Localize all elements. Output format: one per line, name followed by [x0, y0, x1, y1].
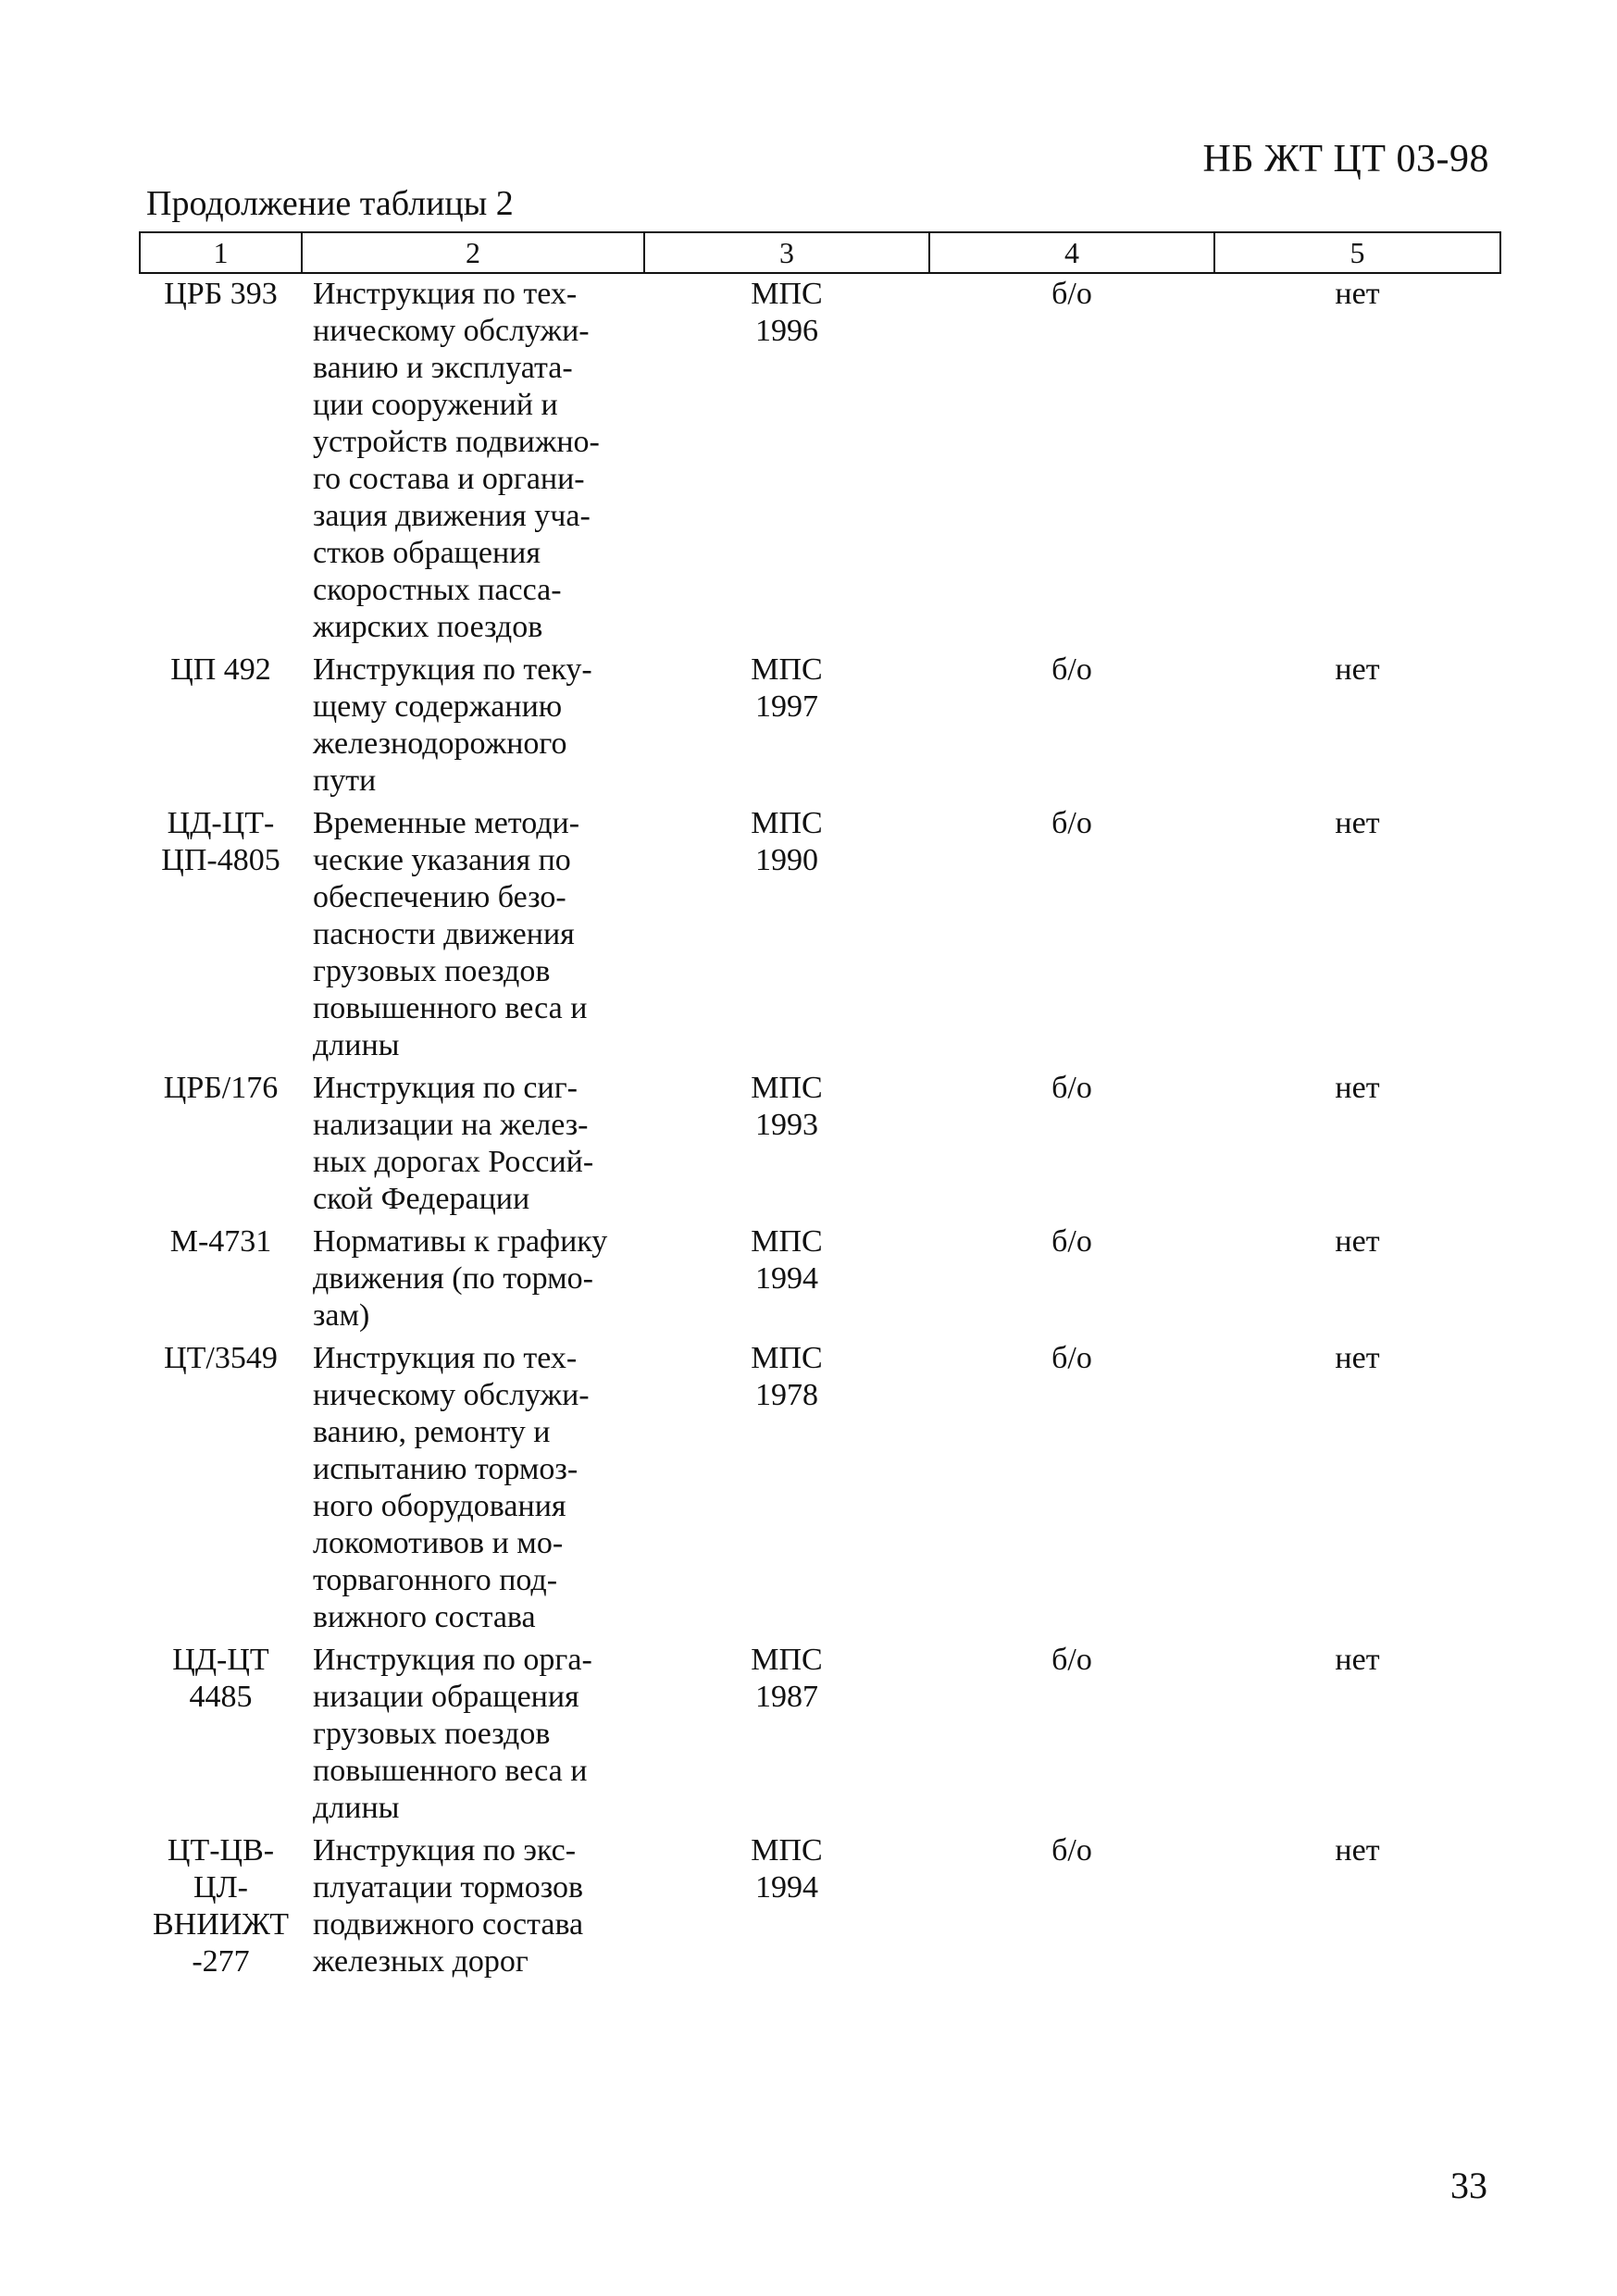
relevance-cell [1214, 1222, 1500, 1338]
document-code-cell [140, 1338, 302, 1640]
relevance-cell [1214, 1338, 1500, 1640]
approved-by-cell-line: 1990 [755, 843, 818, 877]
approved-by-cell [644, 803, 929, 1068]
relevance-cell [1214, 273, 1500, 650]
document-title-cell-line: повышенного веса и [313, 1754, 588, 1788]
document-title-cell-line: железных дорог [313, 1944, 529, 1979]
validity-cell-line: б/о [1051, 1833, 1092, 1868]
document-title-cell-line: Инструкция по орга- [313, 1643, 592, 1677]
approved-by-cell-line: 1997 [755, 689, 818, 724]
document-title-cell-line: плуатации тормозов [313, 1870, 584, 1905]
document-title-cell-line: ции сооружений и [313, 388, 558, 422]
relevance-cell [1214, 803, 1500, 1068]
document-title-cell-line: скоростных пасса- [313, 573, 562, 607]
approved-by-cell [644, 273, 929, 650]
approved-by-cell [644, 1831, 929, 1984]
validity-cell [929, 273, 1214, 650]
document-title-cell-line: Инструкция по экс- [313, 1833, 577, 1868]
approved-by-cell-line: 1978 [755, 1378, 818, 1412]
document-title-cell [302, 1831, 644, 1984]
document-title-cell-line: устройств подвижно- [313, 425, 600, 459]
document-title-cell-line: ванию и эксплуата- [313, 351, 573, 385]
validity-cell-line: б/о [1051, 1341, 1092, 1375]
document-title-cell-line: нализации на желез- [313, 1108, 589, 1142]
approved-by-cell-line: МПС [751, 1071, 823, 1105]
document-title-cell-line: вижного состава [313, 1600, 536, 1634]
validity-cell [929, 1222, 1214, 1338]
document-title-cell-line: длины [313, 1028, 400, 1062]
document-title-cell-line: ническому обслужи- [313, 314, 590, 348]
document-code-cell-line: ЦРБ 393 [164, 277, 278, 311]
document-title-cell-line: Нормативы к графику [313, 1224, 608, 1259]
approved-by-cell-line: 1994 [755, 1261, 818, 1296]
document-title-cell-line: стков обращения [313, 536, 541, 570]
approved-by-cell-line: МПС [751, 1341, 823, 1375]
approved-by-cell [644, 1338, 929, 1640]
document-title-cell-line: щему содержанию [313, 689, 563, 724]
approved-by-cell-line: МПС [751, 806, 823, 840]
relevance-cell-line: нет [1335, 806, 1380, 840]
table-row [140, 1338, 1500, 1640]
validity-cell [929, 1338, 1214, 1640]
document-code-cell [140, 1222, 302, 1338]
approved-by-cell-line: МПС [751, 652, 823, 687]
approved-by-cell-line: 1994 [755, 1870, 818, 1905]
document-title-cell-line: железнодорожного [313, 726, 567, 761]
document-title-cell [302, 1640, 644, 1831]
document-title-cell-line: ного оборудования [313, 1489, 566, 1523]
relevance-cell-line: нет [1335, 1224, 1380, 1259]
document-title-cell-line: Временные методи- [313, 806, 580, 840]
approved-by-cell-line: 1993 [755, 1108, 818, 1142]
approved-by-cell-line: МПС [751, 277, 823, 311]
document-title-cell-line: Инструкция по теку- [313, 652, 592, 687]
document-code-cell-line: -277 [192, 1944, 250, 1979]
relevance-cell-line: нет [1335, 652, 1380, 687]
table-row [140, 1222, 1500, 1338]
column-header: 2 [302, 232, 644, 273]
relevance-cell-line: нет [1335, 1071, 1380, 1105]
document-title-cell-line: локомотивов и мо- [313, 1526, 564, 1560]
document-title-cell [302, 1068, 644, 1222]
document-title-cell-line: длины [313, 1791, 400, 1825]
validity-cell-line: б/о [1051, 1071, 1092, 1105]
relevance-cell [1214, 1831, 1500, 1984]
validity-cell [929, 1068, 1214, 1222]
document-title-cell-line: го состава и органи- [313, 462, 585, 496]
document-title-cell-line: торвагонного под- [313, 1563, 558, 1597]
document-code-cell-line: ЦП 492 [170, 652, 271, 687]
validity-cell-line: б/о [1051, 806, 1092, 840]
relevance-cell-line: нет [1335, 277, 1380, 311]
document-code-cell [140, 803, 302, 1068]
document-code-cell [140, 1640, 302, 1831]
document-code-cell [140, 273, 302, 650]
table-row [140, 650, 1500, 803]
document-title-cell [302, 650, 644, 803]
norms-table [139, 231, 1501, 1984]
document-title-cell-line: зация движения уча- [313, 499, 591, 533]
document-title-cell [302, 1222, 644, 1338]
table-caption: Продолжение таблицы 2 [146, 184, 514, 223]
approved-by-cell-line: МПС [751, 1643, 823, 1677]
validity-cell [929, 650, 1214, 803]
approved-by-cell-line: 1987 [755, 1680, 818, 1714]
relevance-cell-line: нет [1335, 1341, 1380, 1375]
document-title-cell-line: испытанию тормоз- [313, 1452, 578, 1486]
relevance-cell [1214, 650, 1500, 803]
document-title-cell-line: жирских поездов [313, 610, 543, 644]
relevance-cell-line: нет [1335, 1643, 1380, 1677]
document-title-cell-line: ской Федерации [313, 1182, 530, 1216]
document-code-cell-line: ЦД-ЦТ [172, 1643, 269, 1677]
column-header: 3 [644, 232, 929, 273]
approved-by-cell [644, 1640, 929, 1831]
validity-cell-line: б/о [1051, 1224, 1092, 1259]
table-row [140, 273, 1500, 650]
document-title-cell [302, 1338, 644, 1640]
column-header: 4 [929, 232, 1214, 273]
validity-cell-line: б/о [1051, 277, 1092, 311]
page-number: 33 [1450, 2165, 1487, 2206]
document-title-cell-line: ванию, ремонту и [313, 1415, 551, 1449]
approved-by-cell [644, 1068, 929, 1222]
document-title-cell-line: грузовых поездов [313, 954, 551, 988]
document-code-cell [140, 1068, 302, 1222]
table-row [140, 1640, 1500, 1831]
table-row [140, 803, 1500, 1068]
approved-by-cell-line: МПС [751, 1224, 823, 1259]
document-code-cell [140, 650, 302, 803]
document-code-cell-line: ЦД-ЦТ- [167, 806, 275, 840]
document-title-cell-line: повышенного веса и [313, 991, 588, 1025]
approved-by-cell [644, 650, 929, 803]
approved-by-cell [644, 1222, 929, 1338]
approved-by-cell-line: МПС [751, 1833, 823, 1868]
document-title-cell-line: Инструкция по сиг- [313, 1071, 578, 1105]
table-row [140, 1831, 1500, 1984]
document-code-cell-line: ЦТ-ЦВ- [167, 1833, 275, 1868]
document-code-cell-line: ВНИИЖТ [153, 1907, 289, 1942]
validity-cell [929, 803, 1214, 1068]
document-title-cell-line: ных дорогах Россий- [313, 1145, 594, 1179]
document-title-cell [302, 803, 644, 1068]
document-title-cell-line: пасности движения [313, 917, 575, 951]
document-code: НБ ЖТ ЦТ 03-98 [1202, 138, 1489, 180]
column-header: 5 [1214, 232, 1500, 273]
validity-cell-line: б/о [1051, 652, 1092, 687]
document-title-cell-line: подвижного состава [313, 1907, 584, 1942]
table-header [140, 232, 1500, 273]
document-title-cell-line: грузовых поездов [313, 1717, 551, 1751]
validity-cell-line: б/о [1051, 1643, 1092, 1677]
validity-cell [929, 1640, 1214, 1831]
approved-by-cell-line: 1996 [755, 314, 818, 348]
document-code-cell-line: М-4731 [169, 1224, 272, 1259]
document-code-cell [140, 1831, 302, 1984]
relevance-cell [1214, 1068, 1500, 1222]
document-code-cell-line: ЦТ/3549 [164, 1341, 278, 1375]
document-title-cell-line: движения (по тормо- [313, 1261, 593, 1296]
document-title-cell-line: ческие указания по [313, 843, 571, 877]
relevance-cell [1214, 1640, 1500, 1831]
document-title-cell-line: низации обращения [313, 1680, 579, 1714]
table-row [140, 1068, 1500, 1222]
validity-cell [929, 1831, 1214, 1984]
document-code-cell-line: ЦП-4805 [161, 843, 280, 877]
document-title-cell-line: Инструкция по тех- [313, 277, 578, 311]
table-body [140, 273, 1500, 1984]
document-title-cell-line: зам) [313, 1298, 370, 1333]
document-title-cell-line: ническому обслужи- [313, 1378, 590, 1412]
document-code-cell-line: 4485 [189, 1680, 253, 1714]
document-code-cell-line: ЦЛ- [193, 1870, 248, 1905]
column-header: 1 [140, 232, 302, 273]
document-title-cell-line: Инструкция по тех- [313, 1341, 578, 1375]
document-title-cell-line: пути [313, 763, 377, 798]
relevance-cell-line: нет [1335, 1833, 1380, 1868]
document-code-cell-line: ЦРБ/176 [163, 1071, 279, 1105]
document-title-cell-line: обеспечению безо- [313, 880, 566, 914]
column-number-row [140, 232, 1500, 273]
document-title-cell [302, 273, 644, 650]
